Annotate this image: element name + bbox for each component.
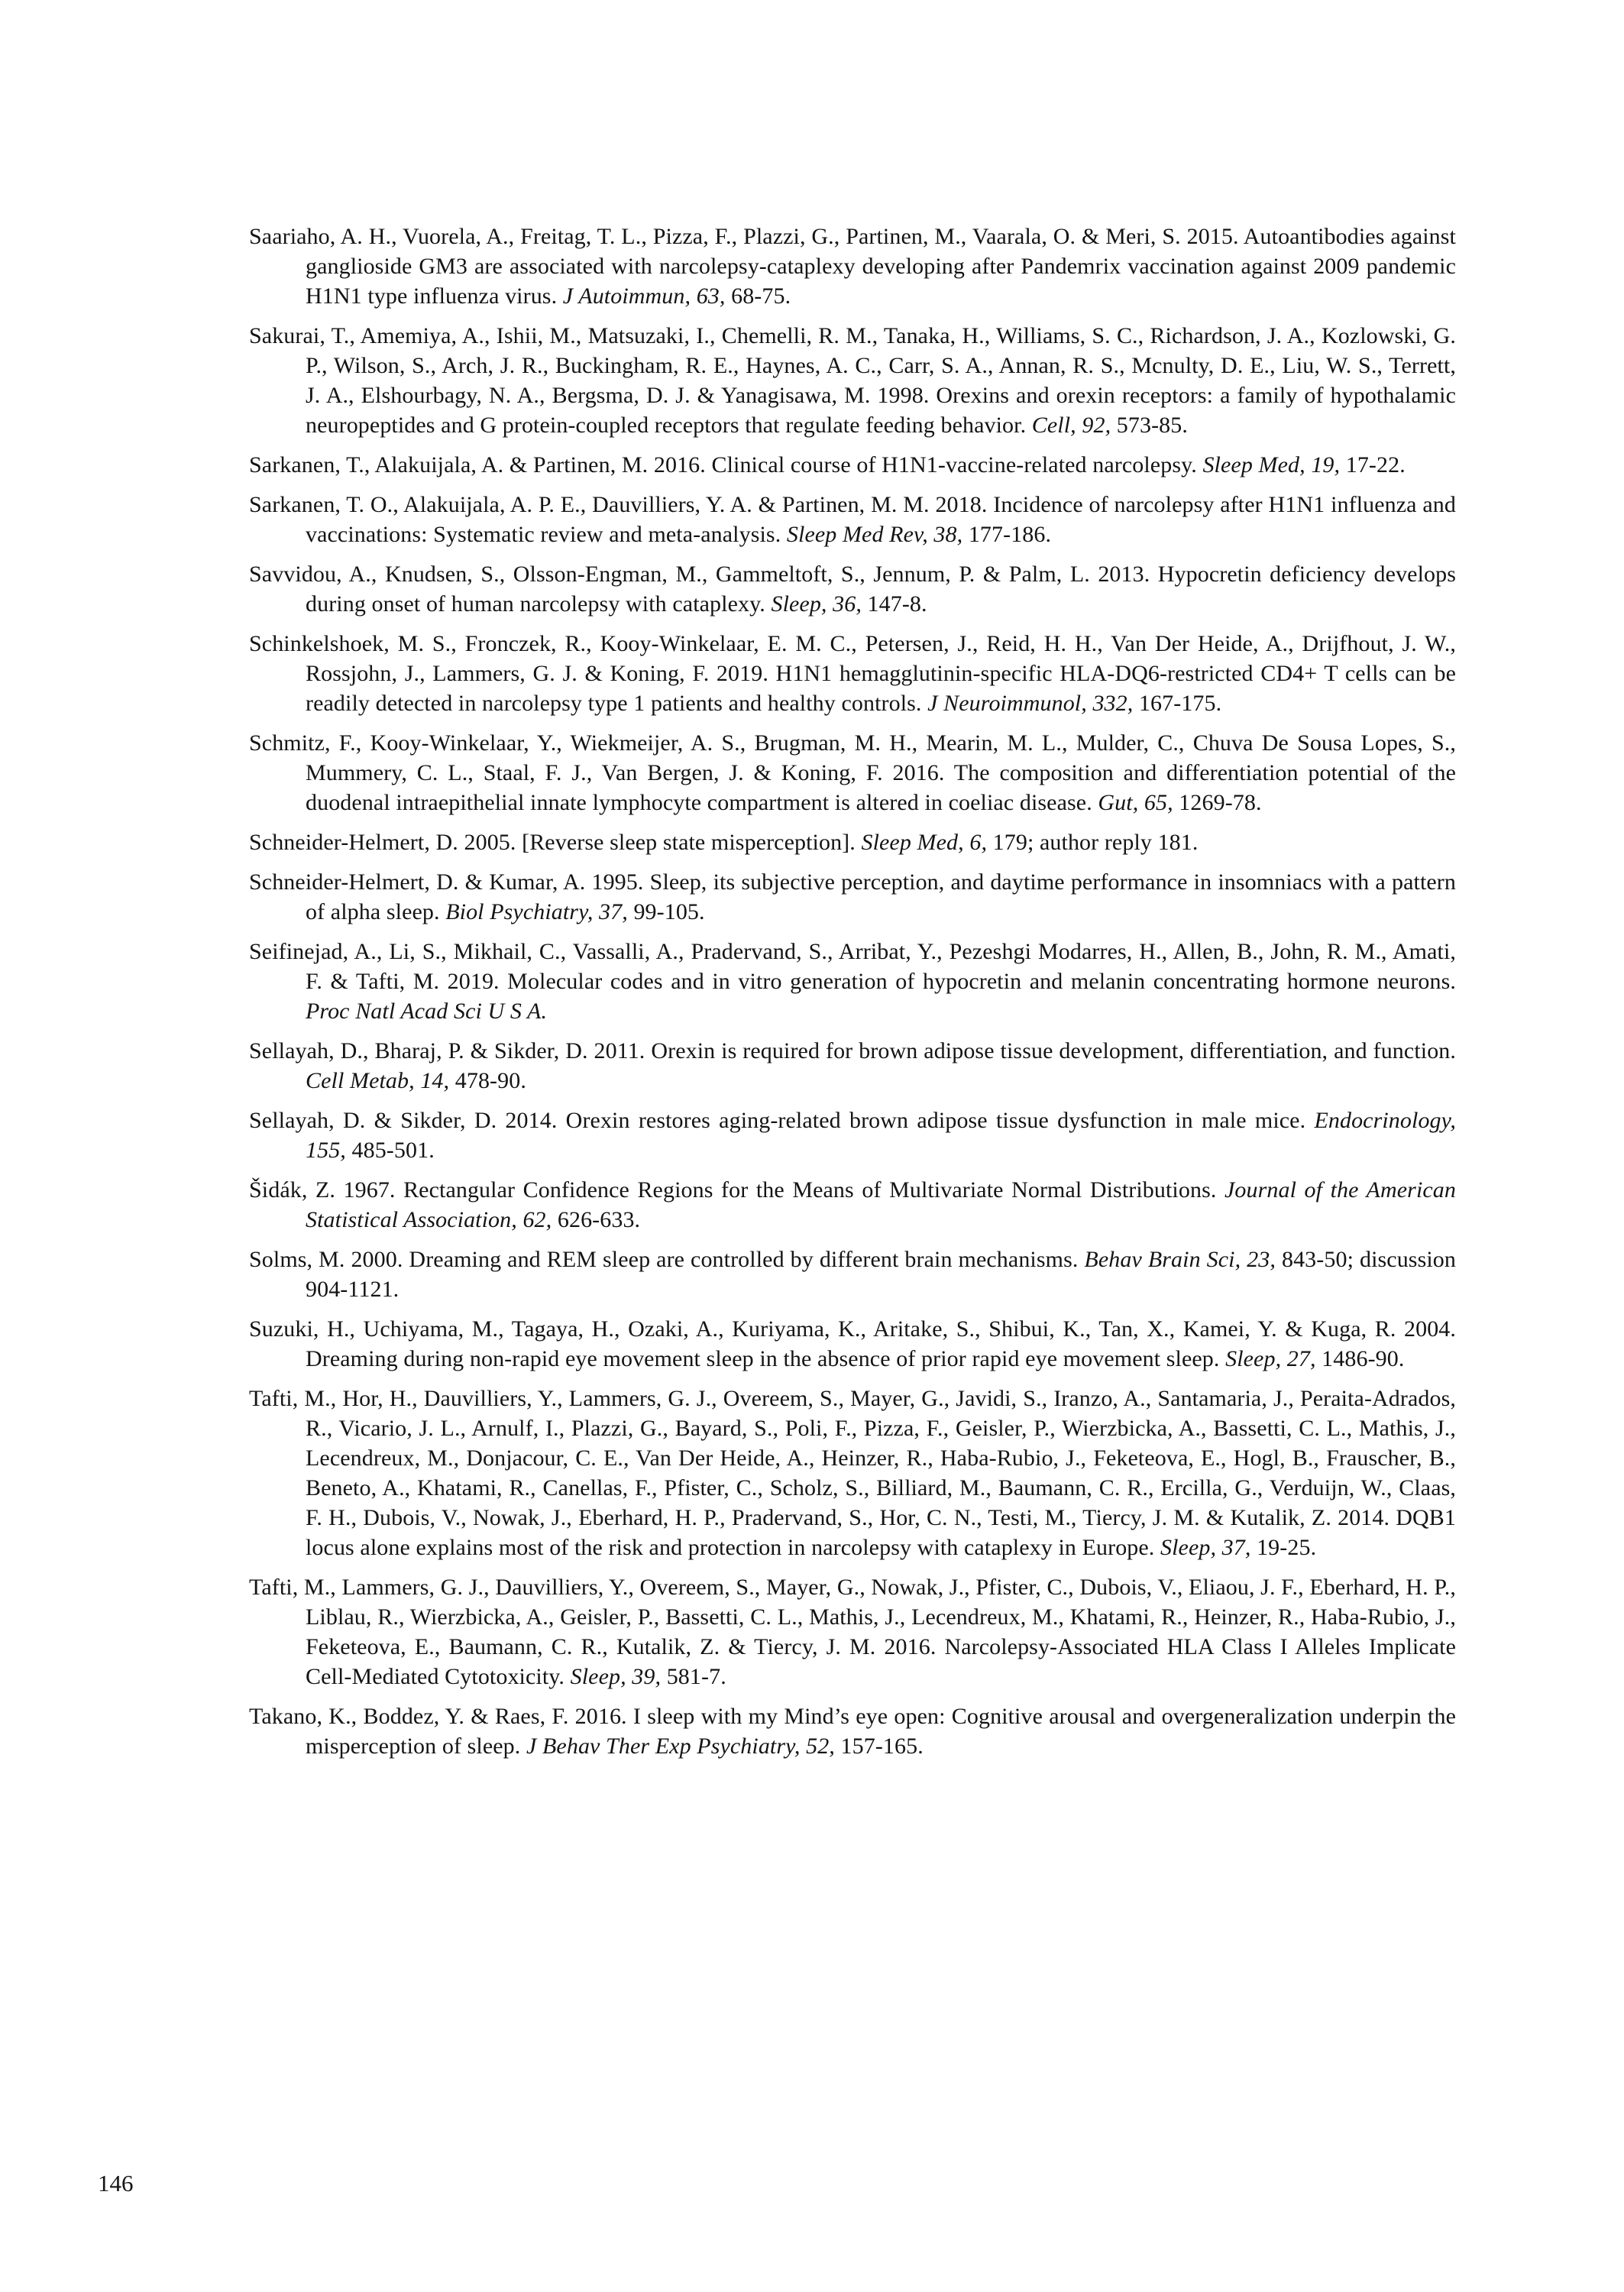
reference-text: Schinkelshoek, M. S., Fronczek, R., Kooy-Winkelaar, E. M. C., Petersen, J., Reid, H. H., Van Der Heide, A., Drijfhout, J. W., Rossjohn, J., Lammers, G. J. & Koning, F. 2019. H1N1 hemagglutinin-specific HLA-DQ6-restricted CD4+ T cells can be readily detected in narcolepsy type 1 patients and healthy controls. [249, 631, 1456, 716]
journal-title: Proc Natl Acad Sci U S A. [306, 999, 548, 1024]
journal-title: Sleep Med Rev, 38, [786, 522, 963, 547]
reference-entry [249, 629, 1456, 718]
reference-text: Saariaho, A. H., Vuorela, A., Freitag, T. L., Pizza, F., Plazzi, G., Partinen, M., Vaarala, O. & Meri, S. 2015. Autoantibodies against ganglioside GM3 are associated with narcolepsy-cataplexy developing after Pandemrix vaccination against 2009 pandemic H1N1 type influenza virus. [249, 224, 1456, 309]
journal-title: J Autoimmun, 63, [562, 283, 726, 309]
journal-title: J Neuroimmunol, 332, [927, 691, 1134, 716]
reference-text: Takano, K., Boddez, Y. & Raes, F. 2016. I sleep with my Mind’s eye open: Cognitive arousal and overgeneralization underpin the misperception of sleep. [249, 1704, 1456, 1759]
journal-title: Gut, 65, [1098, 790, 1173, 815]
reference-text: 1269-78. [1173, 790, 1262, 815]
reference-entry [249, 321, 1456, 440]
journal-title: J Behav Ther Exp Psychiatry, 52, [526, 1734, 835, 1759]
reference-text: 167-175. [1133, 691, 1222, 716]
reference-entry [249, 728, 1456, 817]
reference-text: Tafti, M., Lammers, G. J., Dauvilliers, Y., Overeem, S., Mayer, G., Nowak, J., Pfister, C., Dubois, V., Eliaou, J. F., Eberhard, H. P., Liblau, R., Wierzbicka, A., Geisler, P., Bassetti, C. L., Mathis, J., Lecendreux, M., Khatami, R., Heinzer, R., Haba-Rubio, J., Feketeova, E., Baumann, C. R., Kutalik, Z. & Tiercy, J. M. 2016. Narcolepsy-Associated HLA Class I Alleles Implicate Cell-Mediated Cytotoxicity. [249, 1575, 1456, 1689]
reference-text: Tafti, M., Hor, H., Dauvilliers, Y., Lammers, G. J., Overeem, S., Mayer, G., Javidi, S., Iranzo, A., Santamaria, J., Peraita-Adrados, R., Vicario, J. L., Arnulf, I., Plazzi, G., Bayard, S., Poli, F., Pizza, F., Geisler, P., Wierzbicka, A., Bassetti, C. L., Mathis, J., Lecendreux, M., Donjacour, C. E., Van Der Heide, A., Heinzer, R., Haba-Rubio, J., Feketeova, E., Hogl, B., Frauscher, B., Beneto, A., Khatami, R., Canellas, F., Pfister, C., Scholz, S., Billiard, M., Baumann, C. R., Ercilla, G., Verduijn, W., Claas, F. H., Dubois, V., Nowak, J., Eberhard, H. P., Pradervand, S., Hor, C. N., Testi, M., Tiercy, J. M. & Kutalik, Z. 2014. DQB1 locus alone explains most of the risk and protection in narcolepsy with cataplexy in Europe. [249, 1386, 1456, 1560]
reference-text: Suzuki, H., Uchiyama, M., Tagaya, H., Ozaki, A., Kuriyama, K., Aritake, S., Shibui, K., Tan, X., Kamei, Y. & Kuga, R. 2004. Dreaming during non-rapid eye movement sleep in the absence of prior rapid eye movement sleep. [249, 1316, 1456, 1371]
reference-text: 19-25. [1250, 1535, 1317, 1560]
reference-text: 1486-90. [1315, 1346, 1405, 1371]
reference-entry [249, 827, 1456, 857]
reference-text: Sarkanen, T., Alakuijala, A. & Partinen, M. 2016. Clinical course of H1N1-vaccine-related narcolepsy. [249, 452, 1203, 478]
journal-title: Sleep, 37, [1160, 1535, 1251, 1560]
reference-entry [249, 1701, 1456, 1761]
journal-title: Endocrinology, 155, [306, 1108, 1456, 1163]
reference-text: 478-90. [449, 1068, 526, 1093]
reference-entry [249, 867, 1456, 927]
reference-text: 843-50; discussion 904-1121. [306, 1247, 1456, 1302]
reference-text: Sarkanen, T. O., Alakuijala, A. P. E., Dauvilliers, Y. A. & Partinen, M. M. 2018. Incidence of narcolepsy after H1N1 influenza and vaccinations: Systematic review and meta-analysis. [249, 492, 1456, 547]
reference-text: 626-633. [552, 1207, 641, 1232]
reference-text: Schmitz, F., Kooy-Winkelaar, Y., Wiekmeijer, A. S., Brugman, M. H., Mearin, M. L., Mulder, C., Chuva De Sousa Lopes, S., Mummery, C. L., Staal, F. J., Van Bergen, J. & Koning, F. 2016. The composition and differentiation potential of the duodenal intraepithelial innate lymphocyte compartment is altered in coeliac disease. [249, 730, 1456, 815]
journal-title: Sleep, 39, [570, 1664, 662, 1689]
journal-title: Cell, 92, [1031, 413, 1111, 438]
journal-title: Biol Psychiatry, 37, [445, 899, 628, 924]
reference-text: Schneider-Helmert, D. 2005. [Reverse sleep state misperception]. [249, 830, 862, 855]
reference-text: 581-7. [661, 1664, 726, 1689]
reference-text: Solms, M. 2000. Dreaming and REM sleep are controlled by different brain mechanisms. [249, 1247, 1085, 1272]
reference-text: Šidák, Z. 1967. Rectangular Confidence Regions for the Means of Multivariate Normal Distributions. [249, 1177, 1224, 1203]
reference-text: 573-85. [1111, 413, 1188, 438]
reference-text: Sellayah, D. & Sikder, D. 2014. Orexin restores aging-related brown adipose tissue dysfunction in male mice. [249, 1108, 1315, 1133]
reference-text: Schneider-Helmert, D. & Kumar, A. 1995. Sleep, its subjective perception, and daytime performance in insomniacs with a pattern of alpha sleep. [249, 869, 1456, 924]
reference-entry [249, 937, 1456, 1026]
reference-text: Savvidou, A., Knudsen, S., Olsson-Engman, M., Gammeltoft, S., Jennum, P. & Palm, L. 2013. Hypocretin deficiency develops during onset of human narcolepsy with cataplexy. [249, 562, 1456, 617]
reference-entry [249, 1572, 1456, 1691]
journal-title: Journal of the American Statistical Association, 62, [306, 1177, 1456, 1232]
journal-title: Behav Brain Sci, 23, [1084, 1247, 1276, 1272]
journal-title: Sleep, 27, [1225, 1346, 1316, 1371]
reference-text: 17-22. [1340, 452, 1406, 478]
reference-entry [249, 1036, 1456, 1096]
reference-text: 179; author reply 181. [987, 830, 1199, 855]
reference-entry [249, 1245, 1456, 1304]
reference-entry [249, 1175, 1456, 1235]
page-number: 146 [98, 2170, 134, 2196]
reference-entry [249, 490, 1456, 549]
journal-title: Sleep Med, 6, [861, 830, 988, 855]
reference-entry [249, 1106, 1456, 1165]
reference-text: Seifinejad, A., Li, S., Mikhail, C., Vassalli, A., Pradervand, S., Arribat, Y., Pezeshgi Modarres, H., Allen, B., John, R. M., Amati, F. & Tafti, M. 2019. Molecular codes and in vitro generation of hypocretin and melanin concentrating hormone neurons. [249, 939, 1456, 994]
reference-entry [249, 222, 1456, 311]
reference-entry [249, 559, 1456, 619]
reference-text: 99-105. [627, 899, 705, 924]
reference-text: 68-75. [725, 283, 791, 309]
reference-text: Sellayah, D., Bharaj, P. & Sikder, D. 2011. Orexin is required for brown adipose tissue development, differentiation, and function. [249, 1038, 1456, 1063]
references-list [249, 222, 1456, 1771]
reference-text: Sakurai, T., Amemiya, A., Ishii, M., Matsuzaki, I., Chemelli, R. M., Tanaka, H., Williams, S. C., Richardson, J. A., Kozlowski, G. P., Wilson, S., Arch, J. R., Buckingham, R. E., Haynes, A. C., Carr, S. A., Annan, R. S., Mcnulty, D. E., Liu, W. S., Terrett, J. A., Elshourbagy, N. A., Bergsma, D. J. & Yanagisawa, M. 1998. Orexins and orexin receptors: a family of hypothalamic neuropeptides and G protein-coupled receptors that regulate feeding behavior. [249, 323, 1456, 438]
reference-entry [249, 1314, 1456, 1374]
journal-title: Sleep, 36, [771, 591, 862, 617]
reference-entry [249, 1384, 1456, 1562]
journal-title: Cell Metab, 14, [306, 1068, 450, 1093]
reference-text: 485-501. [345, 1138, 435, 1163]
reference-entry [249, 450, 1456, 480]
reference-text: 147-8. [861, 591, 927, 617]
reference-text: 177-186. [962, 522, 1052, 547]
reference-text: 157-165. [834, 1734, 924, 1759]
journal-title: Sleep Med, 19, [1202, 452, 1341, 478]
